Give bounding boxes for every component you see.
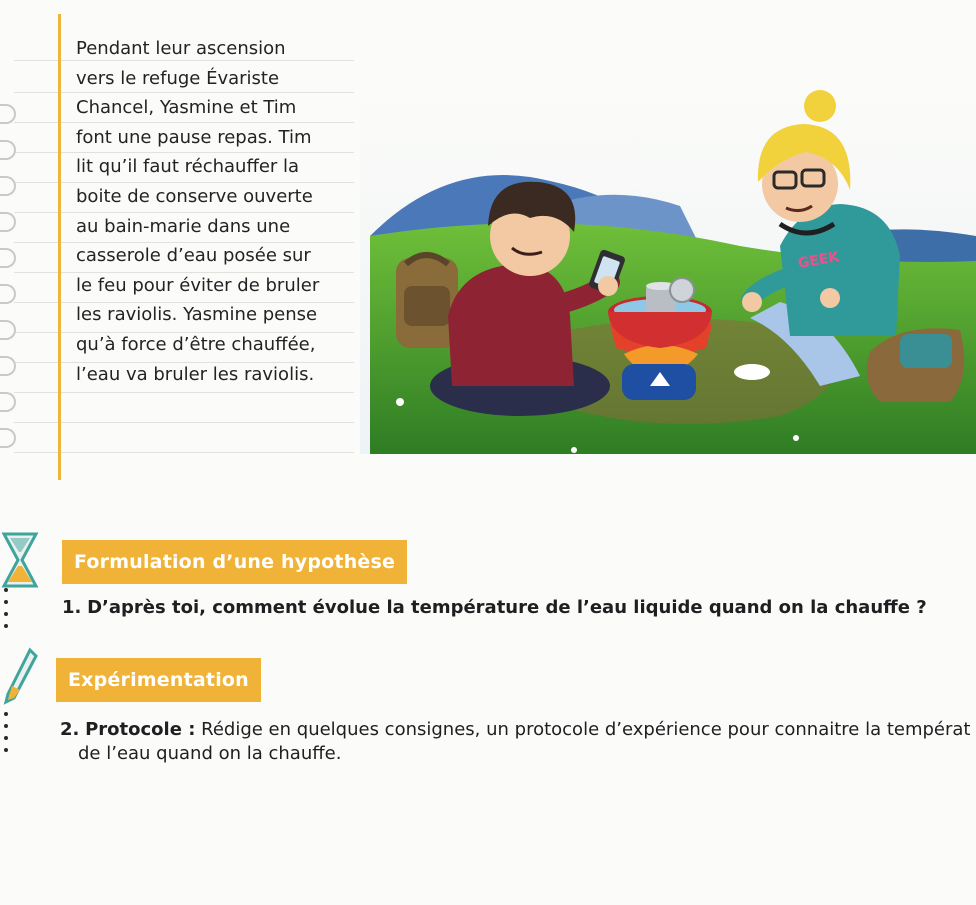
story-line: vers le refuge Évariste xyxy=(76,67,280,89)
question-2-continuation xyxy=(78,740,341,768)
question-1-number: 1. xyxy=(62,597,82,618)
hypothesis-heading: Formulation d’une hypothèse xyxy=(62,540,407,584)
story-line: font une pause repas. Tim xyxy=(76,126,312,148)
story-line: Pendant leur ascension xyxy=(76,38,286,59)
dotted-connector xyxy=(4,588,10,636)
question-2-number: 2. xyxy=(60,719,80,740)
story-line: les raviolis. Yasmine pense xyxy=(76,304,318,326)
story-line: casserole d’eau posée sur xyxy=(76,245,311,267)
story-line: le feu pour éviter de bruler xyxy=(76,274,320,296)
story-line: au bain-marie dans une xyxy=(76,215,291,237)
story-line: l’eau va bruler les raviolis. xyxy=(76,363,315,385)
pipette-icon xyxy=(0,646,40,706)
story-line: Chancel, Yasmine et Tim xyxy=(76,97,297,119)
binder-rings xyxy=(0,0,30,480)
margin-bar xyxy=(58,14,61,480)
story-line: lit qu’il faut réchauffer la xyxy=(76,156,300,178)
question-1-text: D’après toi, comment évolue la température de l’eau liquide quand on la chauffe ? xyxy=(87,597,927,618)
picnic-illustration xyxy=(360,86,976,454)
story-paragraph xyxy=(76,34,356,389)
question-1 xyxy=(62,594,927,622)
dotted-connector xyxy=(4,712,10,760)
story-line: qu’à force d’être chauffée, xyxy=(76,333,316,355)
story-line: boite de conserve ouverte xyxy=(76,185,313,207)
question-2-label: Protocole : xyxy=(85,719,196,740)
question-2-line-1: Rédige en quelques consignes, un protocole d’expérience pour connaitre la températ xyxy=(201,719,971,740)
sweater-text: GEEK xyxy=(796,249,841,272)
hourglass-icon xyxy=(0,530,40,590)
question-2-line-2: de l’eau quand on la chauffe. xyxy=(78,743,342,764)
backpack-left xyxy=(396,255,458,348)
experiment-heading: Expérimentation xyxy=(56,658,261,702)
